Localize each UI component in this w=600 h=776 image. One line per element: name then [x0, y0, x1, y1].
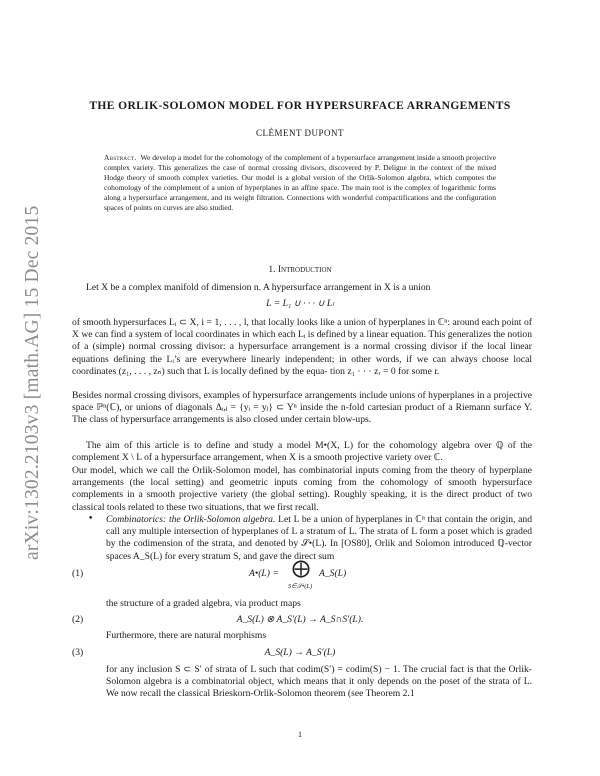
paragraph-after-eq3: [106, 664, 532, 701]
equation-number: (3): [72, 647, 84, 658]
text-line: a poset which is graded by the codimension of the strata, and denoted by 𝒮•(L). In [OS80], Orlik: [106, 526, 532, 550]
equation-1-rhs: A_S(L): [319, 568, 347, 579]
paragraph-aim: [72, 440, 532, 464]
text-line: Our model, which we call the Orlik-Solomon model, has combinatorial inputs coming from the theory of: [72, 465, 487, 476]
paragraph-examples: [72, 390, 532, 427]
text-line: each point of X we can find a system of local coordinates in which each Lᵢ is defined by a linear equation.: [72, 317, 532, 341]
equation-number: (2): [72, 614, 84, 625]
text-line: of the strata of L. We now recall the classical Brieskorn-Orlik-Solomon theorem (see Theorem 2.1: [106, 676, 533, 700]
text-line: direct product of two classical tools related to these two situations, that we first recall.: [72, 489, 532, 513]
equation-number: (1): [72, 568, 84, 579]
arxiv-identifier: arXiv:1302.2103v3 [math.AG] 15 Dec 2015: [22, 205, 43, 560]
equation-1-subscript: S∈𝒮•(L): [288, 583, 313, 590]
text-after-eq1: the structure of a graded algebra, via product maps: [106, 598, 301, 609]
text-line: a Riemann surface Y. The class of hypersurface arrangements is also closed under certain blow-ups.: [72, 402, 532, 426]
text-line: The aim of this article is to define and study a model M•(X, L) for the cohomology algebra over ℚ of the: [86, 440, 532, 451]
text-line: for any inclusion S ⊂ S′ of strata of L such that codim(S′) = codim(S) − 1. The crucial fact is that: [106, 664, 491, 675]
section-title: Introduction: [277, 265, 332, 275]
text-line: origin, and call any multiple intersection of hyperplanes of L a stratum of L. The strata of L form: [106, 514, 532, 538]
section-heading: [0, 265, 600, 275]
text-line: hyperplane arrangements (the local setting) and geometric inputs coming from the cohomology of smooth: [72, 465, 532, 489]
text-line: crossing divisor if the local linear equations defining the Lᵢ’s are everywhere linearly independent; in other: [72, 341, 533, 365]
text-line: projective space ℙⁿ(ℂ), or unions of diagonals Δᵢ,ⱼ = {yᵢ = yⱼ} ⊂ Yⁿ inside the n-fold cartesian product of: [72, 390, 532, 414]
page-number: 1: [298, 730, 302, 739]
text-line: complement X \ L of a hypersurface arrangement, when X is a smooth projective variety over ℂ.: [72, 452, 443, 464]
text-line: Besides normal crossing divisors, examples of hypersurface arrangements include unions of hyperplanes in a: [72, 390, 492, 401]
text-line: This generalizes the notion of a (simple) normal crossing divisor: a hypersurface arrangement is a normal: [72, 329, 532, 353]
abstract-line: We develop a model for the cohomology of the complement of a hypersurface arrangement inside: [140, 153, 435, 162]
direct-sum-symbol: ⨁: [292, 558, 310, 579]
paragraph-model: [72, 465, 532, 514]
text-line: words, if we can always choose local coordinates (z₁, . . . , zₙ) such that L is locally defined by the equa-: [72, 353, 532, 377]
abstract-line: on curves are also studied.: [153, 203, 234, 213]
text-line: hypersurface complements in a smooth projective variety (the global setting). Roughly speaking, it is the: [72, 477, 533, 501]
text-line: Let L be a union of hyperplanes in ℂⁿ that contain the: [278, 514, 488, 525]
text-line: tion z₁ · · · zᵣ = 0 for some r.: [330, 365, 440, 377]
abstract-line: in an affine space. The main tool is the complex of logarithmic forms along a hypersurface arrangement, and: [104, 183, 496, 203]
abstract-line: of the Orlik-Solomon algebra, which computes the cohomology of the complement of a union of hyperplanes: [104, 173, 496, 193]
bullet-icon: •: [88, 514, 94, 524]
text-line: the Orlik-Solomon algebra is a combinatorial object, which means that it only depends on the poset: [106, 664, 532, 688]
abstract-line: Deligne in the context of the mixed Hodge theory of smooth complex varieties. Our model is a global version: [104, 163, 496, 183]
equation-1-lhs: A•(L) =: [249, 568, 279, 579]
bullet-heading: Combinatorics: the Orlik-Solomon algebra.: [106, 514, 276, 525]
text-line: and Solomon introduced ℚ-vector spaces A_S(L) for every stratum S, and gave the direct sum: [106, 538, 532, 562]
abstract-line: a smooth projective complex variety. This generalizes the case of normal crossing divisors, discovered by P.: [104, 153, 496, 173]
equation-3: A_S(L) → A_S′(L): [264, 647, 336, 658]
section-number: 1.: [268, 265, 276, 275]
text-after-eq2: Furthermore, there are natural morphisms: [106, 630, 267, 641]
intro-paragraph: Let X be a complex manifold of dimension n. A hypersurface arrangement in X is a union: [86, 282, 431, 293]
paper-title: THE ORLIK-SOLOMON MODEL FOR HYPERSURFACE ARRANGEMENTS: [89, 100, 511, 112]
equation-union: L = L₁ ∪ · · · ∪ Lₗ: [266, 298, 334, 309]
bullet-paragraph: [106, 514, 532, 563]
paragraph-definition: [72, 317, 532, 378]
paper-author: CLÉMENT DUPONT: [255, 128, 345, 138]
abstract-label: Abstract.: [104, 153, 137, 162]
equation-2: A_S(L) ⊗ A_S′(L) → A_S∩S′(L).: [236, 614, 364, 625]
text-line: of smooth hypersurfaces Lᵢ ⊂ X, i = 1, . . . , l, that locally looks like a union of hyperplanes in ℂⁿ: around: [72, 317, 480, 328]
abstract-line: its weight filtration. Connections with wonderful compactifications and the configuration spaces of points: [104, 193, 496, 213]
abstract: [104, 153, 496, 213]
